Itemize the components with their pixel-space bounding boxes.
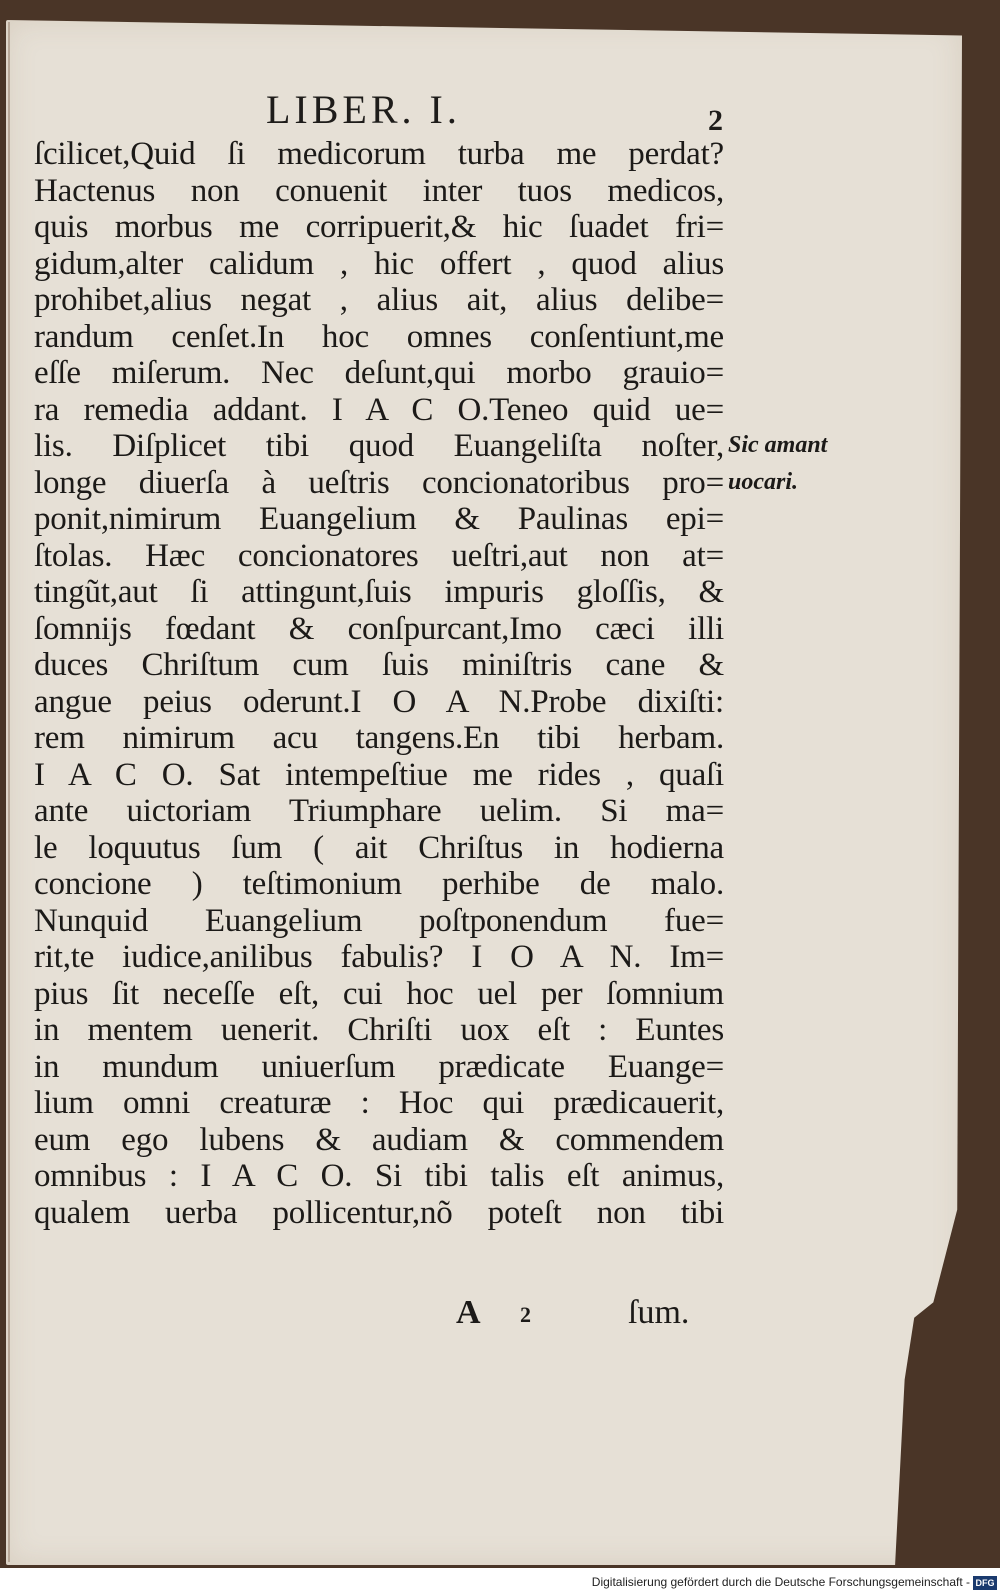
text-line: gidum,alter calidum , hic offert , quod alius (34, 245, 724, 282)
text-line: angue peius oderunt.I O A N.Probe dixiſti: (34, 683, 724, 720)
text-line: omnibus : I A C O. Si tibi talis eſt animus, (34, 1158, 724, 1194)
margin-note: Sic amant (728, 432, 828, 458)
text-line: Hactenus non conuenit inter tuos medicos, (34, 172, 724, 209)
text-line: lium omni creaturæ : Hoc qui prædicauerit, (34, 1085, 724, 1121)
text-line: ſtolas. Hæc concionatores ueſtri,aut non at= (34, 537, 724, 574)
text-line: rem nimirum acu tangens.En tibi herbam. (34, 720, 724, 756)
text-line: le loquutus ſum ( ait Chriſtus in hodierna (34, 829, 724, 866)
signature-mark: A (456, 1294, 481, 1331)
text-line: ra remedia addant. I A C O.Teneo quid ue= (34, 391, 724, 428)
catchword: ſum. (628, 1294, 690, 1331)
text-line: longe diuerſa à ueſtris concionatoribus pro= (34, 464, 724, 501)
text-line: quis morbus me corripuerit,& hic ſuadet fri= (34, 209, 724, 245)
text-line: prohibet,alius negat , alius ait, alius delibe= (34, 282, 724, 318)
text-line: Nunquid Euangelium poſtponendum fue= (34, 902, 724, 939)
margin-note: uocari. (728, 468, 799, 495)
text-line: tingũt,aut ſi attingunt,ſuis impuris gloſſis, & (34, 574, 724, 610)
page-edge (8, 22, 10, 1562)
text-line: randum cenſet.In hoc omnes conſentiunt,me (34, 318, 724, 355)
text-line: in mentem uenerit. Chriſti uox eſt : Euntes (34, 1012, 724, 1048)
text-line: pius ſit neceſſe eſt, cui hoc uel per ſomnium (34, 975, 724, 1012)
text-line: eſſe miſerum. Nec deſunt,qui morbo grauio= (34, 355, 724, 391)
page-number: 2 (708, 104, 723, 137)
signature-number: 2 (520, 1302, 531, 1327)
text-line: eum ego lubens & audiam & commendem (34, 1121, 724, 1158)
text-line: duces Chriſtum cum ſuis miniſtris cane & (34, 647, 724, 683)
text-line: ponit,nimirum Euangelium & Paulinas epi= (34, 501, 724, 537)
digitization-credit: Digitalisierung gefördert durch die Deutsche Forschungsgemeinschaft - (591, 1575, 970, 1589)
text-line: lis. Diſplicet tibi quod Euangeliſta noſter, (34, 428, 724, 464)
text-line: in mundum uniuerſum prædicate Euange= (34, 1048, 724, 1085)
text-line: concione ) teſtimonium perhibe de malo. (34, 866, 724, 902)
running-title: LIBER. I. (266, 87, 461, 132)
text-line: ſcilicet,Quid ſi medicorum turba me perdat? (34, 136, 724, 172)
text-line: rit,te iudice,anilibus fabulis? I O A N. Im= (34, 939, 724, 975)
text-line: ante uictoriam Triumphare uelim. Si ma= (34, 793, 724, 829)
text-line: I A C O. Sat intempeſtiue me rides , quaſi (34, 756, 724, 793)
text-line: ſomnijs fœdant & conſpurcant,Imo cæci illi (34, 610, 724, 647)
dfg-logo: DFG (973, 1576, 997, 1590)
text-line: qualem uerba pollicentur,nõ poteſt non tibi (34, 1194, 724, 1231)
body-text (34, 136, 724, 1231)
